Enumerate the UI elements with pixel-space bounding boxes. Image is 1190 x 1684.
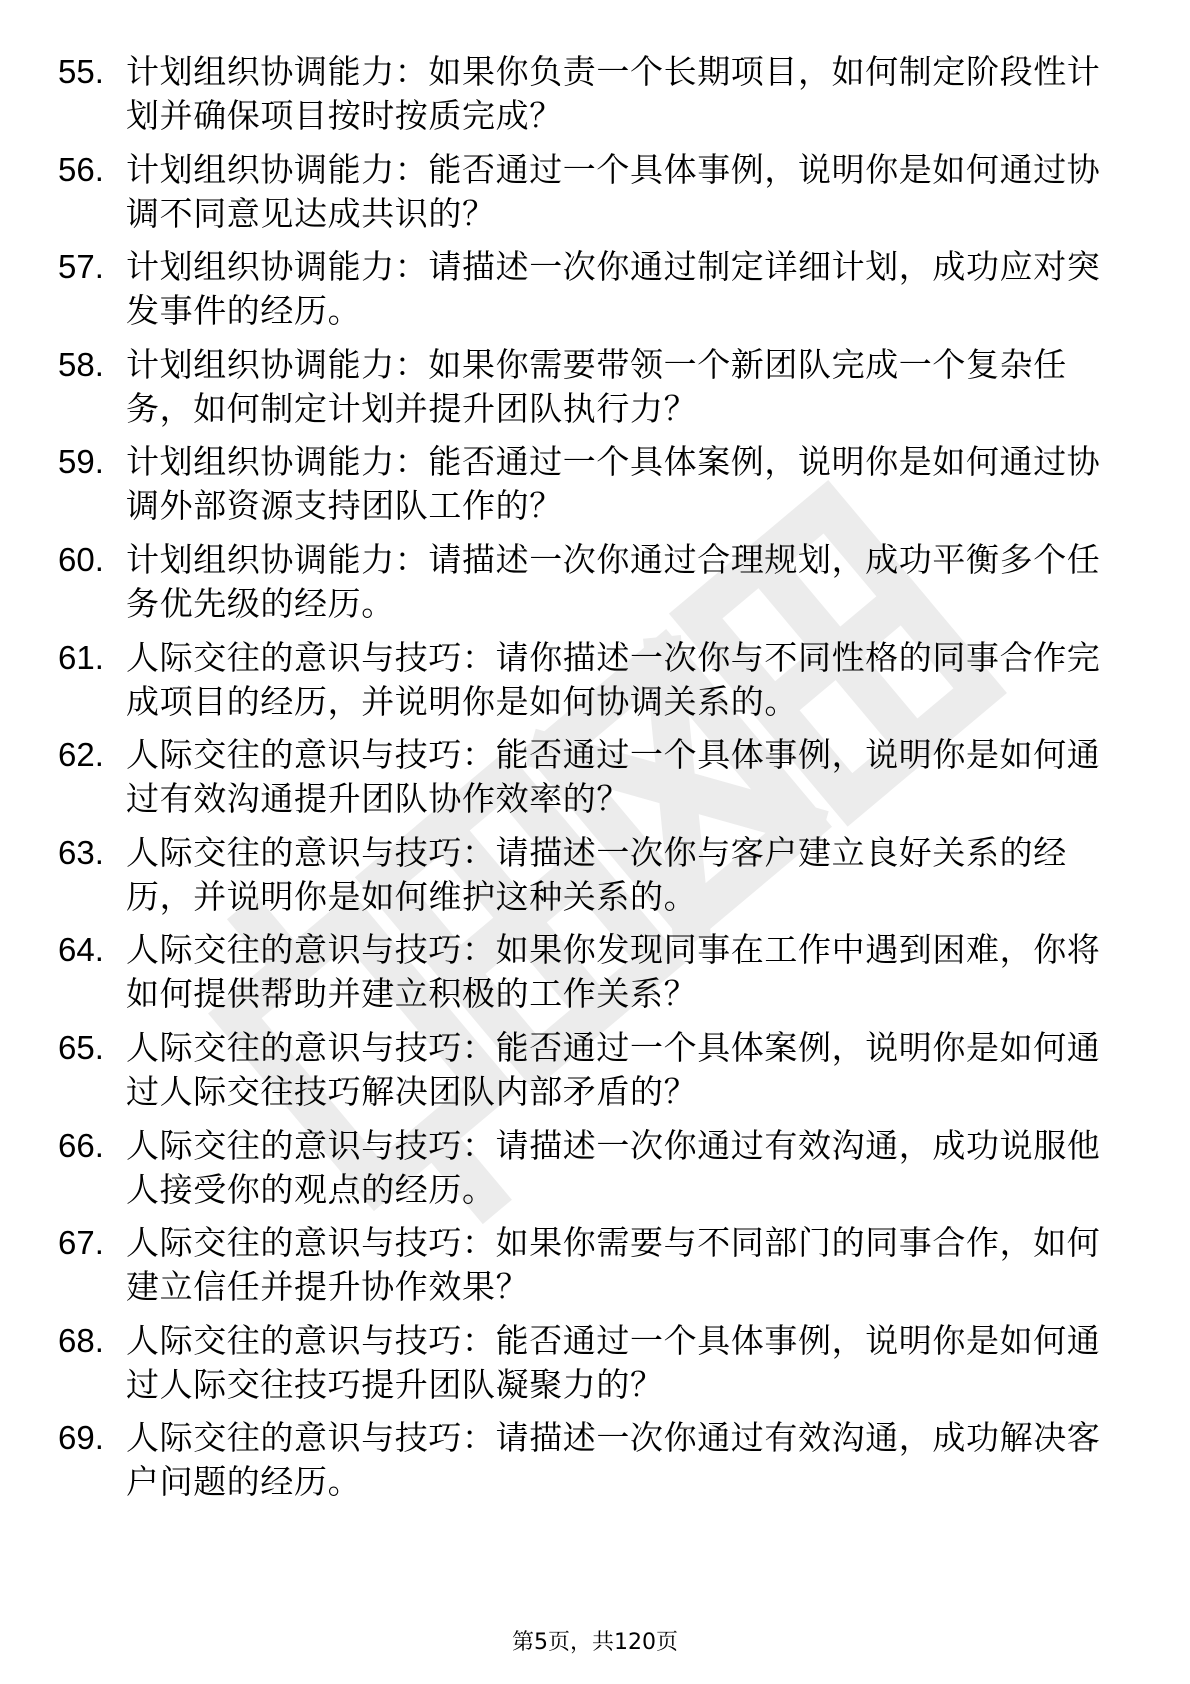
question-item (58, 440, 1118, 538)
question-text: 计划组织协调能力：能否通过一个具体事例，说明你是如何通过协调不同意见达成共识的？ (126, 149, 1101, 233)
question-item (58, 1319, 1118, 1417)
question-item (58, 831, 1118, 929)
question-text: 计划组织协调能力：能否通过一个具体案例，说明你是如何通过协调外部资源支持团队工作的？ (126, 442, 1101, 526)
question-item (58, 636, 1118, 734)
question-number: 55. (58, 53, 104, 90)
question-number: 67. (58, 1224, 104, 1262)
question-number: 66. (58, 1126, 104, 1164)
question-number: 61. (58, 638, 104, 676)
question-list (58, 50, 1118, 1514)
question-item (58, 50, 1118, 148)
page-number-footer: 第5页，共120页 (512, 1630, 678, 1655)
question-text: 人际交往的意识与技巧：能否通过一个具体事例，说明你是如何通过人际交往技巧提升团队凝聚力的？ (126, 1320, 1101, 1404)
question-item (58, 1026, 1118, 1124)
question-item (58, 343, 1118, 441)
question-text: 计划组织协调能力：请描述一次你通过制定详细计划，成功应对突发事件的经历。 (126, 247, 1101, 331)
question-text: 人际交往的意识与技巧：请描述一次你与客户建立良好关系的经历，并说明你是如何维护这种关系的。 (126, 832, 1067, 916)
question-text: 人际交往的意识与技巧：能否通过一个具体事例，说明你是如何通过有效沟通提升团队协作效率的？ (126, 735, 1101, 819)
question-text: 人际交往的意识与技巧：能否通过一个具体案例，说明你是如何通过人际交往技巧解决团队内部矛盾的？ (126, 1027, 1101, 1111)
question-number: 59. (58, 443, 104, 481)
question-text: 计划组织协调能力：请描述一次你通过合理规划，成功平衡多个任务优先级的经历。 (126, 539, 1101, 623)
question-text: 人际交往的意识与技巧：如果你发现同事在工作中遇到困难，你将如何提供帮助并建立积极的工作关系？ (126, 930, 1101, 1014)
question-text: 计划组织协调能力：如果你负责一个长期项目，如何制定阶段性计划并确保项目按时按质完成？ (126, 52, 1101, 135)
question-item (58, 928, 1118, 1026)
question-number: 68. (58, 1321, 104, 1359)
question-number: 65. (58, 1028, 104, 1066)
question-item (58, 1221, 1118, 1319)
question-number: 60. (58, 540, 104, 578)
question-item (58, 245, 1118, 343)
question-item (58, 733, 1118, 831)
question-number: 62. (58, 736, 104, 774)
question-item (58, 538, 1118, 636)
question-item (58, 148, 1118, 246)
question-text: 人际交往的意识与技巧：请你描述一次你与不同性格的同事合作完成项目的经历，并说明你是如何协调关系的。 (126, 637, 1101, 721)
question-text: 人际交往的意识与技巧：请描述一次你通过有效沟通，成功说服他人接受你的观点的经历。 (126, 1125, 1101, 1209)
question-item (58, 1124, 1118, 1222)
question-text: 人际交往的意识与技巧：如果你需要与不同部门的同事合作，如何建立信任并提升协作效果？ (126, 1223, 1101, 1307)
question-number: 64. (58, 931, 104, 969)
question-number: 58. (58, 345, 104, 383)
question-number: 56. (58, 150, 104, 188)
question-item (58, 1416, 1118, 1514)
question-text: 计划组织协调能力：如果你需要带领一个新团队完成一个复杂任务，如何制定计划并提升团队执行力？ (126, 344, 1067, 428)
question-text: 人际交往的意识与技巧：请描述一次你通过有效沟通，成功解决客户问题的经历。 (126, 1418, 1101, 1502)
question-number: 69. (58, 1419, 104, 1457)
question-number: 63. (58, 833, 104, 871)
question-number: 57. (58, 248, 104, 286)
